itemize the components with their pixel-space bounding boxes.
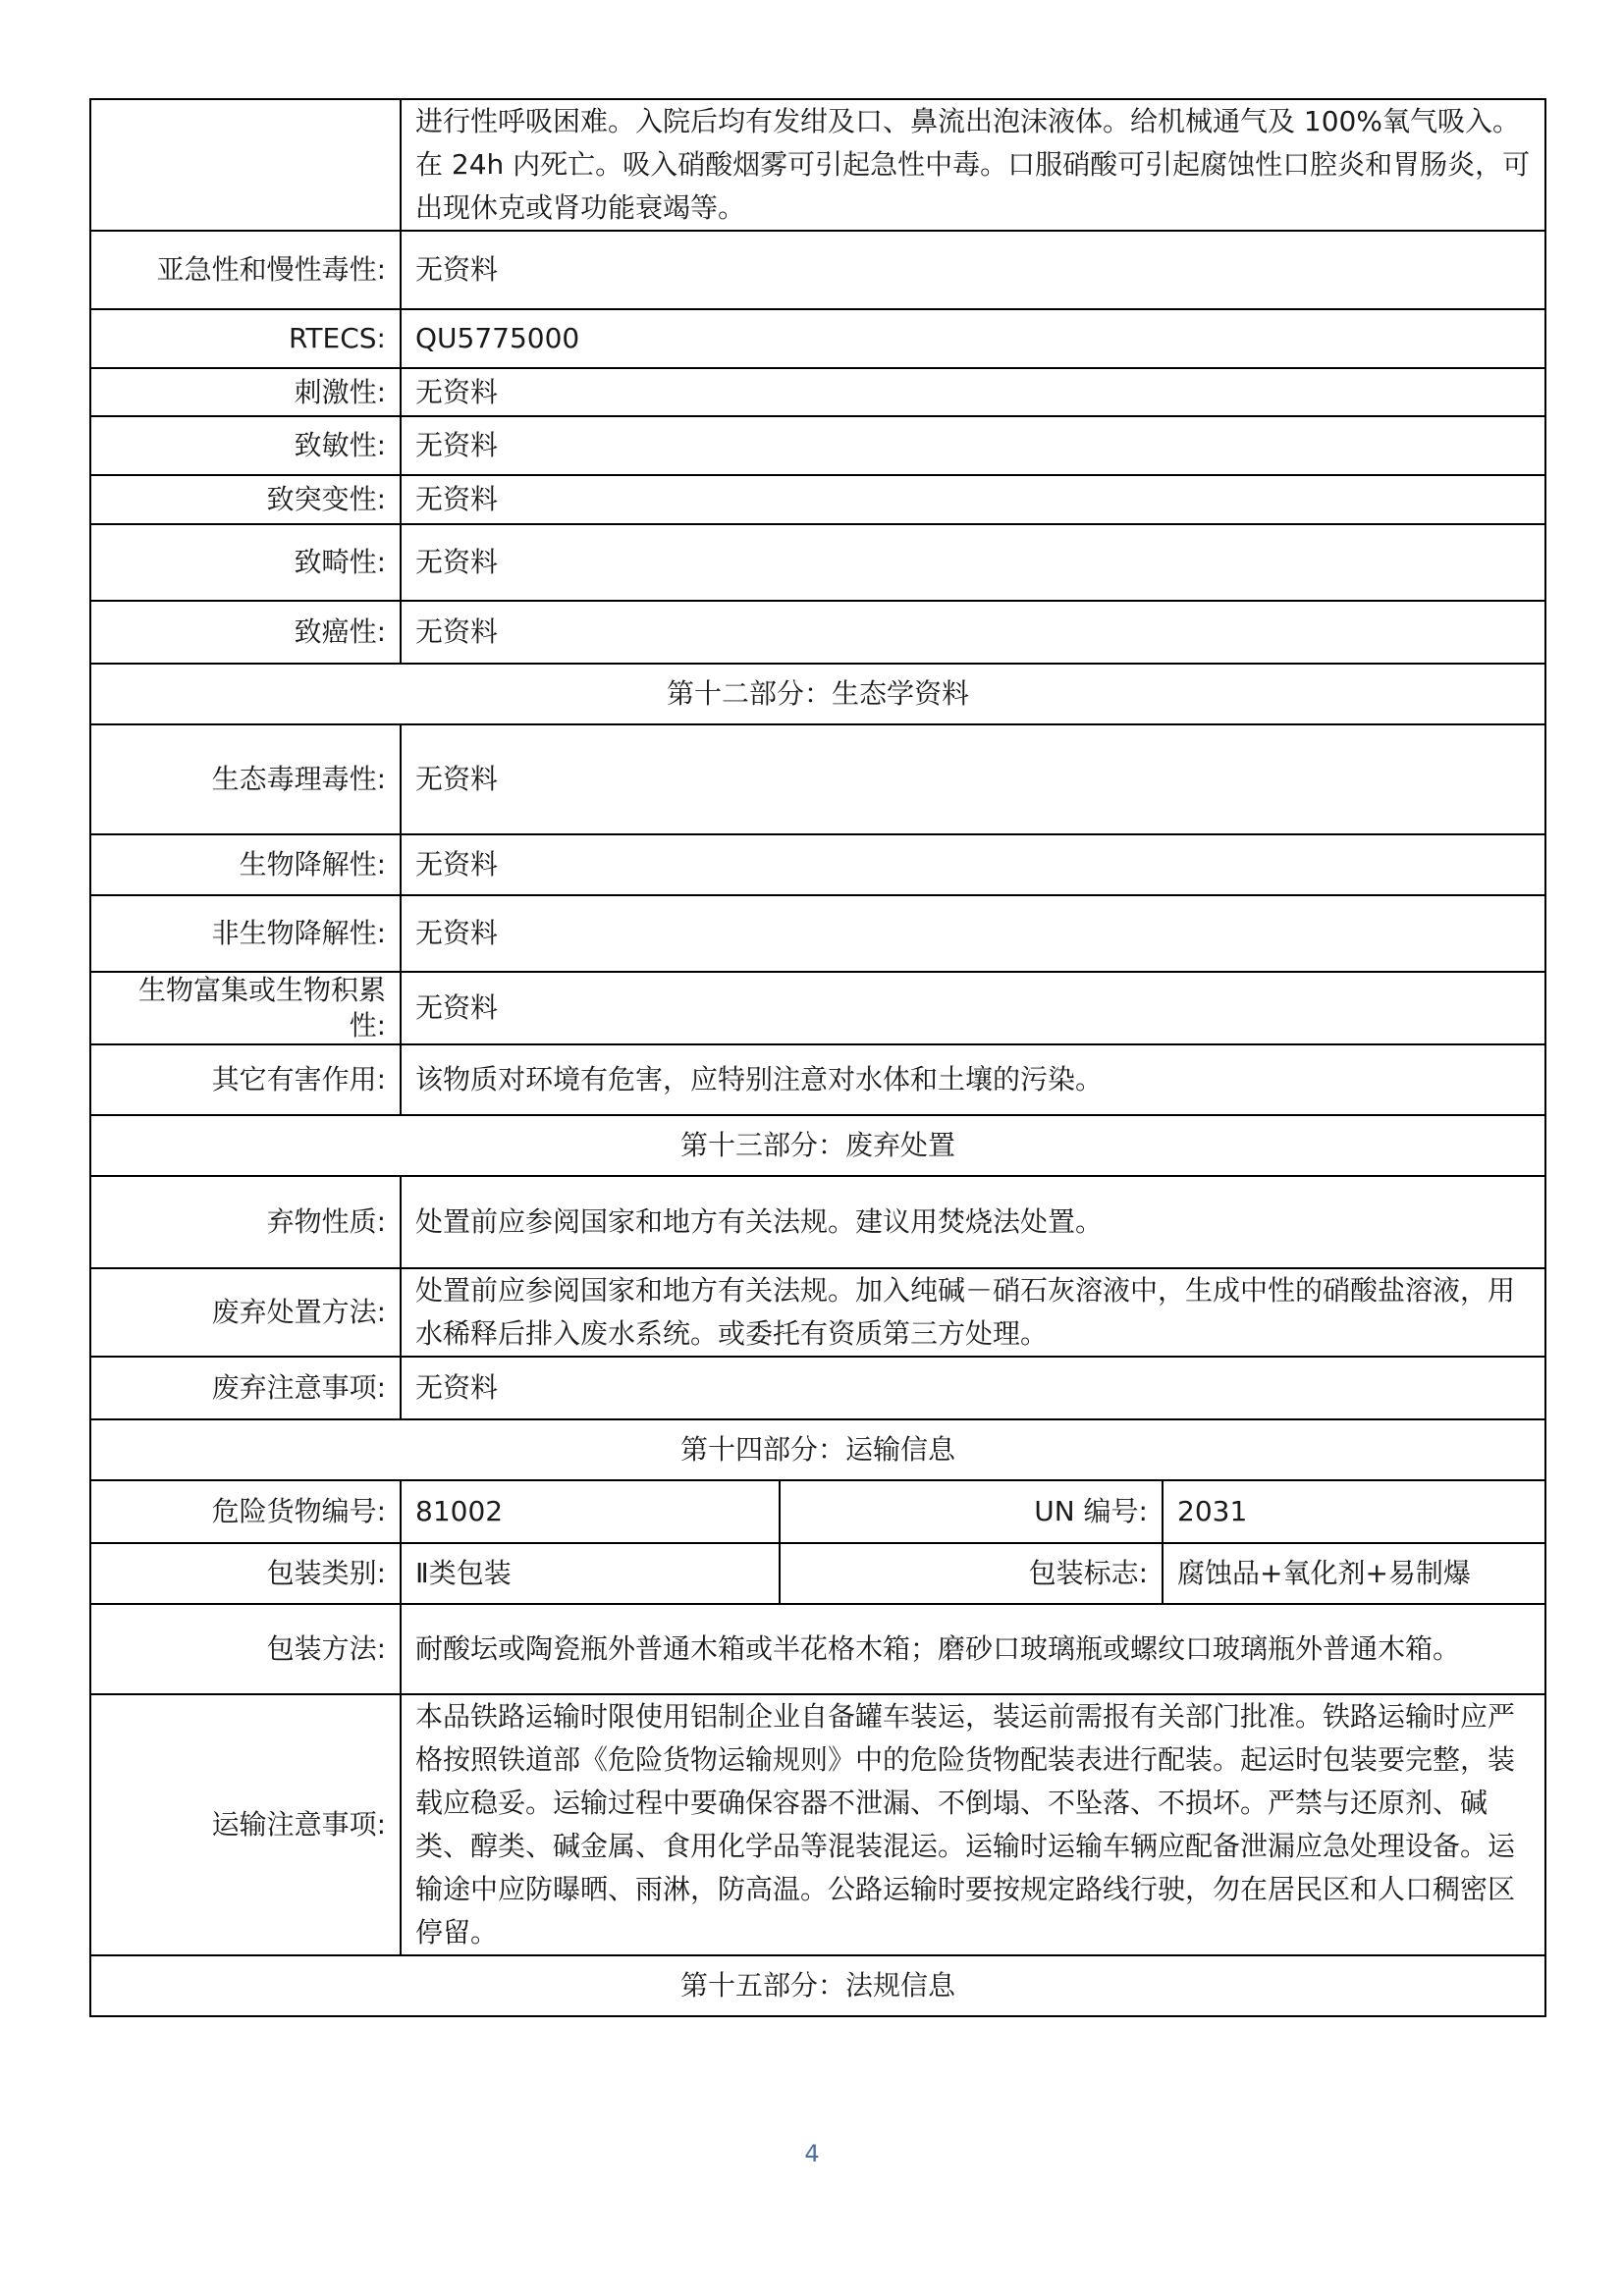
- row-label: 致癌性:: [90, 601, 401, 664]
- row-value: 81002: [401, 1480, 780, 1543]
- row-value: 处置前应参阅国家和地方有关法规。建议用焚烧法处置。: [401, 1176, 1545, 1268]
- section-header-13: [90, 1115, 1545, 1176]
- row-value: 无资料: [401, 972, 1545, 1044]
- row-waste-nature: [90, 1176, 1545, 1268]
- row-teratogenicity: [90, 524, 1545, 601]
- row-irritation: [90, 368, 1545, 416]
- row-packing-method: [90, 1604, 1545, 1694]
- row-mutagenicity: [90, 475, 1545, 524]
- row-label: 运输注意事项:: [90, 1694, 401, 1955]
- row-waste-method: [90, 1268, 1545, 1357]
- row-value: 无资料: [401, 1357, 1545, 1419]
- row-label: 弃物性质:: [90, 1176, 401, 1268]
- row-label: 废弃处置方法:: [90, 1268, 401, 1357]
- row-value: 耐酸坛或陶瓷瓶外普通木箱或半花格木箱；磨砂口玻璃瓶或螺纹口玻璃瓶外普通木箱。: [401, 1604, 1545, 1694]
- section-header-15: [90, 1955, 1545, 2016]
- row-dangerous-goods-no: [90, 1480, 1545, 1543]
- row-label: 致突变性:: [90, 475, 401, 524]
- row-toxicity-continued: [90, 99, 1545, 231]
- row-value: 无资料: [401, 231, 1545, 309]
- row-label: RTECS:: [90, 309, 401, 368]
- sds-table: [89, 98, 1546, 2017]
- row-value: 无资料: [401, 895, 1545, 972]
- row-value: QU5775000: [401, 309, 1545, 368]
- row-value: 无资料: [401, 834, 1545, 895]
- row-value: 本品铁路运输时限使用铝制企业自备罐车装运，装运前需报有关部门批准。铁路运输时应严格按照铁道部《危险货物运输规则》中的危险货物配装表进行配装。起运时包装要完整，装载应稳妥。运输过程中要确保容器不泄漏、不倒塌、不坠落、不损坏。严禁与还原剂、碱类、醇类、碱金属、食用化学品等混装混运。运输时运输车辆应配备泄漏应急处理设备。运输途中应防曝晒、雨淋，防高温。公路运输时要按规定路线行驶，勿在居民区和人口稠密区停留。: [401, 1694, 1545, 1955]
- row-label-2: UN 编号:: [780, 1480, 1163, 1543]
- row-label: 其它有害作用:: [90, 1044, 401, 1115]
- section-title: 第十五部分：法规信息: [90, 1955, 1545, 2016]
- row-value: 无资料: [401, 724, 1545, 834]
- row-value: 处置前应参阅国家和地方有关法规。加入纯碱－硝石灰溶液中，生成中性的硝酸盐溶液，用水稀释后排入废水系统。或委托有资质第三方处理。: [401, 1268, 1545, 1357]
- row-value-2: 腐蚀品+氧化剂+易制爆: [1163, 1543, 1545, 1604]
- row-value: Ⅱ类包装: [401, 1543, 780, 1604]
- row-value-2: 2031: [1163, 1480, 1545, 1543]
- row-rtecs: [90, 309, 1545, 368]
- row-label: 废弃注意事项:: [90, 1357, 401, 1419]
- row-transport-notes: [90, 1694, 1545, 1955]
- row-bioaccumulation: [90, 972, 1545, 1044]
- row-nonbiodegradability: [90, 895, 1545, 972]
- row-label: 生态毒理毒性:: [90, 724, 401, 834]
- row-value: 无资料: [401, 601, 1545, 664]
- section-header-12: [90, 664, 1545, 724]
- row-value: 无资料: [401, 475, 1545, 524]
- row-subacute-toxicity: [90, 231, 1545, 309]
- row-value: 无资料: [401, 368, 1545, 416]
- row-ecotoxicity: [90, 724, 1545, 834]
- row-value: 无资料: [401, 524, 1545, 601]
- row-value: 该物质对环境有危害，应特别注意对水体和土壤的污染。: [401, 1044, 1545, 1115]
- row-label-empty: [90, 99, 401, 231]
- row-label: 生物降解性:: [90, 834, 401, 895]
- toxicity-continued-text: 进行性呼吸困难。入院后均有发绀及口、鼻流出泡沫液体。给机械通气及 100%氧气吸入。在 24h 内死亡。吸入硝酸烟雾可引起急性中毒。口服硝酸可引起腐蚀性口腔炎和胃肠炎，可出现休克或肾功能衰竭等。: [401, 99, 1545, 231]
- row-label-2: 包装标志:: [780, 1543, 1163, 1604]
- row-label: 包装类别:: [90, 1543, 401, 1604]
- row-carcinogenicity: [90, 601, 1545, 664]
- row-label: 致敏性:: [90, 416, 401, 475]
- section-header-14: [90, 1419, 1545, 1480]
- section-title: 第十三部分：废弃处置: [90, 1115, 1545, 1176]
- row-sensitization: [90, 416, 1545, 475]
- row-label: 危险货物编号:: [90, 1480, 401, 1543]
- page-number: 4: [804, 2140, 820, 2167]
- row-other-harmful-effects: [90, 1044, 1545, 1115]
- row-label: 非生物降解性:: [90, 895, 401, 972]
- section-title: 第十四部分：运输信息: [90, 1419, 1545, 1480]
- row-label: 亚急性和慢性毒性:: [90, 231, 401, 309]
- row-label: 刺激性:: [90, 368, 401, 416]
- row-waste-notes: [90, 1357, 1545, 1419]
- row-packing-category: [90, 1543, 1545, 1604]
- row-value: 无资料: [401, 416, 1545, 475]
- row-label: 生物富集或生物积累性:: [90, 972, 401, 1044]
- row-label: 致畸性:: [90, 524, 401, 601]
- row-label: 包装方法:: [90, 1604, 401, 1694]
- row-biodegradability: [90, 834, 1545, 895]
- section-title: 第十二部分：生态学资料: [90, 664, 1545, 724]
